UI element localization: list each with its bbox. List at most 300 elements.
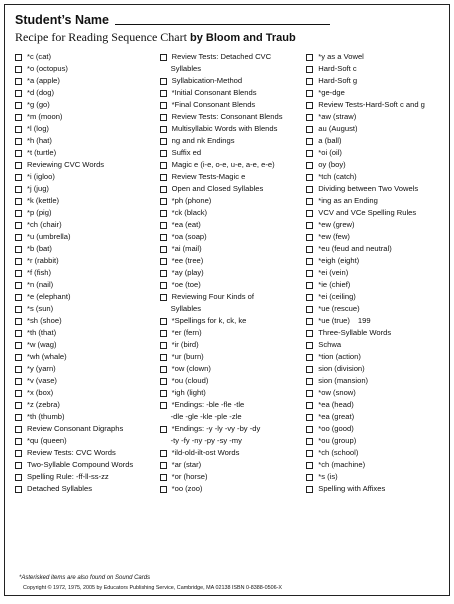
checkbox[interactable] — [306, 162, 313, 169]
checkbox[interactable] — [306, 138, 313, 145]
checkbox[interactable] — [306, 306, 313, 313]
checkbox[interactable] — [160, 282, 167, 289]
checkbox[interactable] — [15, 282, 22, 289]
checkbox[interactable] — [306, 126, 313, 133]
checkbox[interactable] — [160, 330, 167, 337]
checklist-item-label: *ir (bird) — [171, 340, 199, 349]
checkbox[interactable] — [160, 462, 167, 469]
checkbox[interactable] — [160, 354, 167, 361]
checkbox[interactable] — [15, 306, 22, 313]
checkbox[interactable] — [160, 174, 167, 181]
checklist-item — [306, 63, 441, 75]
checklist-item-label: Review Tests: CVC Words — [27, 448, 116, 457]
checklist-item — [15, 279, 160, 291]
checklist-item-label: *ee (tree) — [171, 256, 204, 265]
checkbox[interactable] — [160, 294, 167, 301]
checklist-item-label: *ur (burn) — [171, 352, 204, 361]
checklist-item-label: *s (sun) — [27, 304, 54, 313]
checklist-item — [160, 171, 307, 183]
checkbox[interactable] — [160, 102, 167, 109]
checklist-item — [160, 255, 307, 267]
checkbox[interactable] — [306, 90, 313, 97]
checklist-item-label: *Endings: -ble -fle -tle — [171, 400, 245, 409]
checklist-item-label: *eu (feud and neutral) — [318, 244, 392, 253]
checkbox[interactable] — [306, 150, 313, 157]
checklist-item-label: *ph (phone) — [171, 196, 212, 205]
asterisk-note: *Asterisked items are also found on Sound Cards — [19, 575, 151, 581]
checkbox[interactable] — [306, 342, 313, 349]
checkbox[interactable] — [306, 354, 313, 361]
student-name-line[interactable] — [115, 23, 330, 25]
checkbox[interactable] — [160, 270, 167, 277]
checkbox[interactable] — [160, 54, 167, 61]
page-number: 199 — [357, 316, 371, 325]
checklist-item-label: Reviewing Four Kinds of — [171, 292, 254, 301]
checklist-item-label: sion (mansion) — [318, 376, 369, 385]
checklist-item — [15, 327, 160, 339]
checklist-item — [15, 447, 160, 459]
checklist-item — [160, 483, 307, 495]
checklist-item-label: *ch (school) — [318, 448, 359, 457]
checklist-item — [15, 387, 160, 399]
checklist-item-label: *ea (eat) — [171, 220, 201, 229]
checklist-item — [160, 291, 307, 303]
checklist-item-label: *ue (rescue) — [318, 304, 360, 313]
checklist-item-label: Schwa — [318, 340, 342, 349]
checklist-item-label: Syllabication-Method — [171, 76, 243, 85]
checklist-item-label: oy (boy) — [318, 160, 346, 169]
checkbox[interactable] — [160, 198, 167, 205]
student-name-row — [15, 11, 441, 27]
checklist-item-label: *v (vase) — [27, 376, 57, 385]
checkbox[interactable] — [306, 294, 313, 301]
checkbox[interactable] — [15, 174, 22, 181]
checklist-item — [15, 423, 160, 435]
checklist-item — [15, 411, 160, 423]
checklist-item — [15, 111, 160, 123]
checklist-item — [306, 231, 441, 243]
checklist-item — [160, 399, 307, 411]
checklist-item-label: *b (bat) — [27, 244, 52, 253]
checklist-item-label: *y (yarn) — [27, 364, 56, 373]
checkbox[interactable] — [160, 90, 167, 97]
checkbox[interactable] — [15, 90, 22, 97]
checklist-item — [306, 123, 441, 135]
checklist-item-label: *igh (light) — [171, 388, 206, 397]
checklist-item — [306, 75, 441, 87]
checkbox[interactable] — [15, 162, 22, 169]
checklist-item — [160, 243, 307, 255]
checklist-item-label: *f (fish) — [27, 268, 52, 277]
checkbox[interactable] — [15, 462, 22, 469]
checklist-item — [15, 123, 160, 135]
checklist-item-label: *u (umbrella) — [27, 232, 71, 241]
checklist-item — [15, 303, 160, 315]
checklist-item-label: *l (log) — [27, 124, 49, 133]
checkbox[interactable] — [160, 378, 167, 385]
checkbox[interactable] — [306, 366, 313, 373]
checklist-item-label: *eigh (eight) — [318, 256, 360, 265]
checklist-item — [160, 351, 307, 363]
checklist-item — [160, 75, 307, 87]
checkbox[interactable] — [306, 198, 313, 205]
checkbox[interactable] — [306, 318, 313, 325]
checkbox[interactable] — [15, 486, 22, 493]
checklist-item-label: *ge-dge — [318, 88, 345, 97]
checkbox[interactable] — [306, 234, 313, 241]
checklist-item-label: Magic e (i-e, o-e, u-e, a-e, e-e) — [171, 160, 275, 169]
checkbox[interactable] — [160, 78, 167, 85]
checkbox[interactable] — [15, 126, 22, 133]
checklist-item-label: Review Tests: Detached CVC — [171, 52, 272, 61]
checklist-item-continuation: Syllables — [170, 64, 202, 73]
checklist-item-label: Review Tests: Consonant Blends — [171, 112, 283, 121]
checkbox[interactable] — [160, 390, 167, 397]
checkbox[interactable] — [160, 162, 167, 169]
checklist-item-label: *oo (good) — [318, 424, 354, 433]
checkbox[interactable] — [306, 222, 313, 229]
sequence-chart-page — [4, 4, 450, 596]
checklist-item-label: *tch (catch) — [318, 172, 357, 181]
checklist-item — [160, 195, 307, 207]
checklist-item — [15, 459, 160, 471]
checkbox[interactable] — [306, 114, 313, 121]
checkbox[interactable] — [15, 390, 22, 397]
chart-authors: by Bloom and Traub — [190, 32, 296, 44]
checklist-item-label: *i (igloo) — [27, 172, 55, 181]
checkbox[interactable] — [306, 186, 313, 193]
checkbox[interactable] — [306, 438, 313, 445]
checklist-item-label: *ow (snow) — [318, 388, 356, 397]
checklist-item-label: Multisyllabic Words with Blends — [171, 124, 278, 133]
checklist-item-label: *wh (whale) — [27, 352, 67, 361]
checklist-item — [306, 195, 441, 207]
checklist-item — [160, 339, 307, 351]
checklist-columns — [15, 51, 441, 495]
checklist-item — [160, 423, 307, 435]
checkbox[interactable] — [15, 222, 22, 229]
chart-title — [15, 30, 441, 44]
checklist-item — [15, 315, 160, 327]
checkbox[interactable] — [15, 330, 22, 337]
checkbox[interactable] — [15, 318, 22, 325]
checkbox[interactable] — [15, 270, 22, 277]
checkbox[interactable] — [306, 450, 313, 457]
checkbox[interactable] — [15, 366, 22, 373]
checklist-item-label: *ing as an Ending — [318, 196, 378, 205]
checkbox[interactable] — [15, 54, 22, 61]
checklist-item — [15, 243, 160, 255]
checkbox[interactable] — [15, 210, 22, 217]
checklist-item-label: *ew (grew) — [318, 220, 355, 229]
checklist-item — [15, 75, 160, 87]
checklist-item-label: Dividing between Two Vowels — [318, 184, 419, 193]
checklist-item — [160, 471, 307, 483]
checklist-item-label: Hard-Soft c — [318, 64, 357, 73]
checklist-item-label: Three-Syllable Words — [318, 328, 392, 337]
checkbox[interactable] — [306, 282, 313, 289]
checklist-item — [15, 147, 160, 159]
checklist-item-label: *aw (straw) — [318, 112, 357, 121]
checklist-item-label: *sh (shoe) — [27, 316, 62, 325]
checkbox[interactable] — [160, 486, 167, 493]
checkbox[interactable] — [15, 378, 22, 385]
checklist-item — [306, 471, 441, 483]
checkbox[interactable] — [15, 78, 22, 85]
checklist-item — [15, 231, 160, 243]
checklist-item-label: Hard-Soft g — [318, 76, 358, 85]
checklist-item — [160, 375, 307, 387]
checklist-item-label: Two-Syllable Compound Words — [27, 460, 134, 469]
checklist-item — [15, 339, 160, 351]
checklist-item — [160, 87, 307, 99]
checklist-item-label: *ar (star) — [171, 460, 202, 469]
checklist-item — [306, 111, 441, 123]
checkbox[interactable] — [15, 138, 22, 145]
checkbox[interactable] — [306, 66, 313, 73]
checklist-item-label: *ai (mail) — [171, 244, 202, 253]
checklist-item — [306, 459, 441, 471]
checklist-item-label: *c (cat) — [27, 52, 52, 61]
checkbox[interactable] — [160, 426, 167, 433]
checklist-item-continuation: -ty -fy -ny -py -sy -my — [170, 436, 242, 445]
checklist-item-label: *ou (group) — [318, 436, 357, 445]
checklist-item — [306, 447, 441, 459]
checklist-item — [306, 423, 441, 435]
checkbox[interactable] — [15, 66, 22, 73]
checklist-item-label: *oi (oil) — [318, 148, 342, 157]
checkbox[interactable] — [15, 438, 22, 445]
checkbox[interactable] — [160, 126, 167, 133]
checkbox[interactable] — [160, 450, 167, 457]
checklist-item — [306, 99, 441, 111]
checklist-item — [306, 351, 441, 363]
checklist-item — [160, 267, 307, 279]
checkbox[interactable] — [306, 174, 313, 181]
checkbox[interactable] — [160, 150, 167, 157]
checklist-item — [160, 459, 307, 471]
checkbox[interactable] — [306, 414, 313, 421]
checkbox[interactable] — [15, 198, 22, 205]
checklist-item — [306, 243, 441, 255]
checklist-item — [160, 123, 307, 135]
checkbox[interactable] — [306, 486, 313, 493]
checklist-item-label: *ie (chief) — [318, 280, 351, 289]
checklist-item — [306, 387, 441, 399]
checklist-item-label: *e (elephant) — [27, 292, 71, 301]
checklist-item — [15, 435, 160, 447]
checkbox[interactable] — [160, 234, 167, 241]
checklist-item-label: Open and Closed Syllables — [171, 184, 264, 193]
checklist-item — [15, 183, 160, 195]
chart-title-text: Recipe for Reading Sequence Chart — [15, 30, 187, 44]
checklist-item-label: *ue (true) — [318, 316, 350, 325]
checklist-item — [160, 207, 307, 219]
checkbox[interactable] — [15, 150, 22, 157]
checkbox[interactable] — [160, 474, 167, 481]
checkbox[interactable] — [15, 414, 22, 421]
checklist-item — [15, 483, 160, 495]
checklist-item — [160, 219, 307, 231]
checkbox[interactable] — [306, 402, 313, 409]
checkbox[interactable] — [15, 258, 22, 265]
checkbox[interactable] — [15, 294, 22, 301]
checkbox[interactable] — [160, 366, 167, 373]
checklist-item — [306, 435, 441, 447]
checkbox[interactable] — [306, 426, 313, 433]
checklist-item-label: *ea (great) — [318, 412, 355, 421]
checklist-item-label: *th (that) — [27, 328, 57, 337]
checklist-item — [15, 159, 160, 171]
checklist-item — [15, 99, 160, 111]
checklist-item — [15, 51, 160, 63]
checkbox[interactable] — [15, 474, 22, 481]
checklist-item-label: *tion (action) — [318, 352, 361, 361]
checklist-item — [15, 171, 160, 183]
checklist-item — [160, 51, 307, 63]
checklist-item — [306, 399, 441, 411]
checklist-item — [160, 99, 307, 111]
checklist-item — [306, 51, 441, 63]
checklist-item-label: Detached Syllables — [27, 484, 93, 493]
checklist-item — [306, 171, 441, 183]
checklist-item-label: *ck (black) — [171, 208, 208, 217]
checklist-item-continuation: Syllables — [170, 304, 202, 313]
checkbox[interactable] — [15, 342, 22, 349]
checkbox[interactable] — [160, 402, 167, 409]
checklist-item-label: *Final Consonant Blends — [171, 100, 256, 109]
checklist-column-2 — [160, 51, 307, 495]
checkbox[interactable] — [160, 114, 167, 121]
checkbox[interactable] — [15, 402, 22, 409]
checkbox[interactable] — [306, 390, 313, 397]
checklist-item — [160, 159, 307, 171]
checklist-item — [160, 315, 307, 327]
checklist-item-label: *Spellings for k, ck, ke — [171, 316, 247, 325]
checklist-item-label: *x (box) — [27, 388, 54, 397]
checkbox[interactable] — [15, 426, 22, 433]
checkbox[interactable] — [160, 222, 167, 229]
checklist-item-label: Review Tests-Magic e — [171, 172, 246, 181]
checklist-item — [306, 303, 441, 315]
checklist-item-label: *Endings: -y -ly -vy -by -dy — [171, 424, 261, 433]
checkbox[interactable] — [160, 318, 167, 325]
checklist-item-label: *a (apple) — [27, 76, 60, 85]
checklist-item — [15, 87, 160, 99]
checkbox[interactable] — [15, 354, 22, 361]
checkbox[interactable] — [306, 78, 313, 85]
checklist-item — [306, 339, 441, 351]
checklist-item-label: *j (jug) — [27, 184, 49, 193]
checklist-item — [15, 351, 160, 363]
checkbox[interactable] — [15, 186, 22, 193]
checklist-item-label: *h (hat) — [27, 136, 52, 145]
checkbox[interactable] — [306, 270, 313, 277]
checklist-item — [15, 63, 160, 75]
checklist-item-label: *ei (ceiling) — [318, 292, 356, 301]
checklist-item — [306, 87, 441, 99]
checklist-item-label: *g (go) — [27, 100, 50, 109]
checkbox[interactable] — [15, 246, 22, 253]
checkbox[interactable] — [306, 378, 313, 385]
copyright: Copyright © 1972, 1975, 2005 by Educators Publishing Service, Cambridge, MA 02138 ISBN 0-8388-0506-X — [23, 585, 282, 591]
checklist-item-label: *y as a Vowel — [318, 52, 364, 61]
checkbox[interactable] — [160, 210, 167, 217]
checkbox[interactable] — [306, 102, 313, 109]
checkbox[interactable] — [15, 450, 22, 457]
checklist-item — [306, 135, 441, 147]
checklist-item-label: sion (division) — [318, 364, 365, 373]
checklist-item — [160, 279, 307, 291]
checkbox[interactable] — [160, 246, 167, 253]
checklist-item — [160, 447, 307, 459]
checklist-item-label: *ch (machine) — [318, 460, 366, 469]
checklist-item — [15, 195, 160, 207]
checklist-item — [15, 255, 160, 267]
checklist-item-label: *ch (chair) — [27, 220, 62, 229]
checkbox[interactable] — [15, 102, 22, 109]
checklist-item-label: ng and nk Endings — [171, 136, 235, 145]
checklist-item-continuation: -dle -gle -kle -ple -zle — [170, 412, 242, 421]
checklist-item-label: *oo (zoo) — [171, 484, 203, 493]
checklist-item-label: *ew (few) — [318, 232, 350, 241]
checklist-item — [160, 363, 307, 375]
checkbox[interactable] — [306, 54, 313, 61]
checkbox[interactable] — [306, 330, 313, 337]
checklist-item — [15, 375, 160, 387]
checklist-item-label: Suffix ed — [171, 148, 202, 157]
checklist-item-label: Review Consonant Digraphs — [27, 424, 124, 433]
checkbox[interactable] — [306, 258, 313, 265]
checklist-item — [306, 279, 441, 291]
checkbox[interactable] — [160, 258, 167, 265]
checklist-item — [306, 159, 441, 171]
checklist-item — [306, 363, 441, 375]
checkbox[interactable] — [306, 462, 313, 469]
checklist-item-label: *z (zebra) — [27, 400, 60, 409]
checklist-item-label: a (ball) — [318, 136, 342, 145]
checkbox[interactable] — [160, 186, 167, 193]
student-name-label: Student’s Name — [15, 13, 110, 27]
checklist-item — [306, 375, 441, 387]
checkbox[interactable] — [306, 474, 313, 481]
checklist-item-label: *oa (soap) — [171, 232, 207, 241]
checkbox[interactable] — [15, 234, 22, 241]
checklist-item-label: *ild-old-ilt-ost Words — [171, 448, 240, 457]
checkbox[interactable] — [160, 342, 167, 349]
checklist-column-3 — [306, 51, 441, 495]
checkbox[interactable] — [160, 138, 167, 145]
checklist-item-label: VCV and VCe Spelling Rules — [318, 208, 417, 217]
checkbox[interactable] — [306, 210, 313, 217]
checklist-item — [306, 183, 441, 195]
checklist-item-label: *o (octopus) — [27, 64, 68, 73]
checklist-item — [160, 387, 307, 399]
checklist-item — [306, 327, 441, 339]
checklist-item — [306, 147, 441, 159]
checkbox[interactable] — [306, 246, 313, 253]
checklist-item-label: Spelling with Affixes — [318, 484, 386, 493]
checklist-item — [306, 267, 441, 279]
checklist-item-label: *ay (play) — [171, 268, 204, 277]
checklist-item-label: au (August) — [318, 124, 358, 133]
checklist-item-label: *oe (toe) — [171, 280, 201, 289]
checklist-item — [15, 291, 160, 303]
checkbox[interactable] — [15, 114, 22, 121]
checklist-item — [15, 399, 160, 411]
checklist-item-label: *qu (queen) — [27, 436, 67, 445]
checklist-item — [306, 207, 441, 219]
